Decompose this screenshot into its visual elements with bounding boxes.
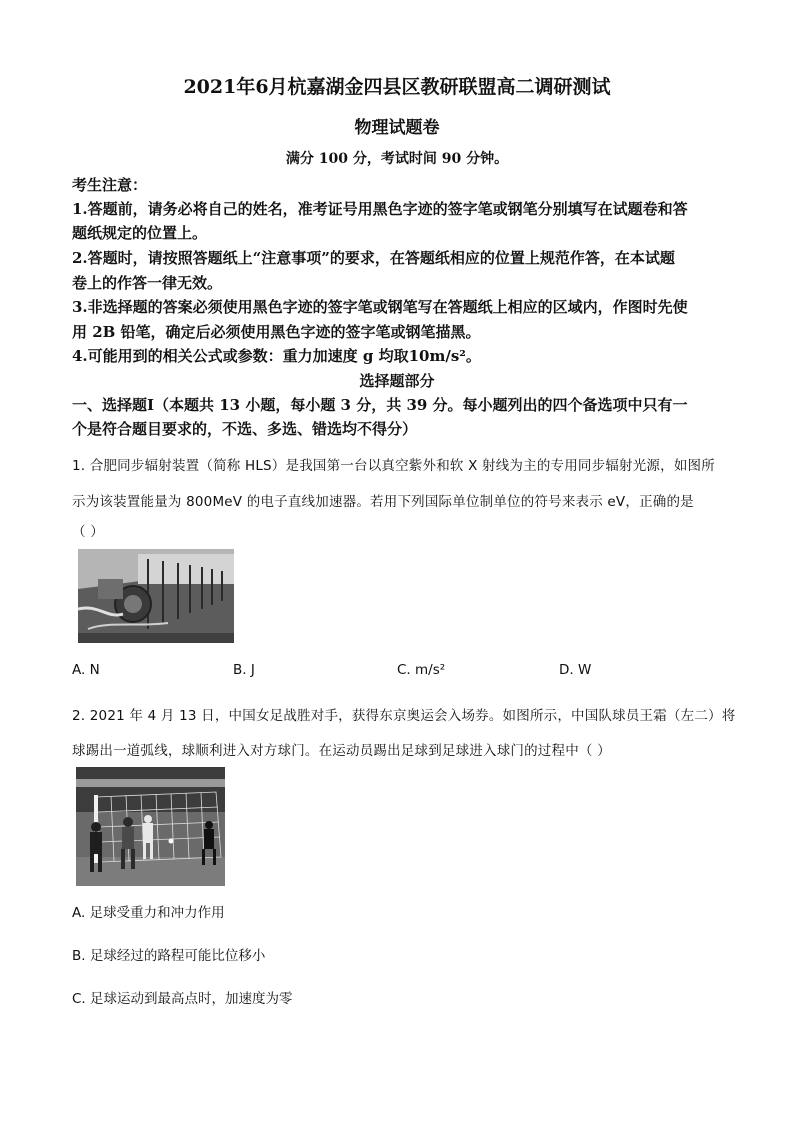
notice-line: 题纸规定的位置上。	[72, 224, 208, 242]
q1-stem-line: （ ）	[72, 524, 104, 540]
q2-option-b: B. 足球经过的路程可能比位移小	[72, 948, 266, 964]
q1-stem-line: 示为该装置能量为 800MeV 的电子直线加速器。若用下列国际单位制单位的符号来表示 eV，正确的是	[72, 494, 694, 510]
notice-line: 2.答题时，请按照答题纸上“注意事项”的要求，在答题纸相应的位置上规范作答，在本试题	[72, 249, 675, 267]
exam-subtitle: 物理试题卷	[354, 118, 440, 138]
q1-option-d: D. W	[559, 662, 592, 678]
section-title: 选择题部分	[359, 372, 435, 390]
q2-option-a: A. 足球受重力和冲力作用	[72, 905, 225, 921]
q1-option-c: C. m/s²	[397, 662, 446, 678]
notice-line: 用 2B 铅笔，确定后必须使用黑色字迹的签字笔或钢笔描黑。	[72, 323, 481, 341]
accelerator-photo	[78, 549, 234, 643]
notice-line: 4.可能用到的相关公式或参数：重力加速度 g 均取10m/s²。	[72, 347, 481, 365]
q2-option-c: C. 足球运动到最高点时，加速度为零	[72, 991, 293, 1007]
notice-line: 3.非选择题的答案必须使用黑色字迹的签字笔或钢笔写在答题纸上相应的区域内，作图时先使	[72, 298, 688, 316]
notice-line: 1.答题前，请务必将自己的姓名，准考证号用黑色字迹的签字笔或钢笔分别填写在试题卷和答	[72, 200, 688, 218]
score-line: 满分 100 分，考试时间 90 分钟。	[285, 151, 509, 167]
part1-instructions: 个是符合题目要求的，不选、多选、错选均不得分）	[72, 420, 418, 438]
exam-title: 2021年6月杭嘉湖金四县区教研联盟高二调研测试	[183, 76, 611, 98]
football-photo	[76, 767, 225, 886]
q1-stem-line: 1. 合肥同步辐射装置（简称 HLS）是我国第一台以真空紫外和软 X 射线为主的专用同步辐射光源，如图所	[72, 458, 715, 474]
notice-heading: 考生注意：	[72, 176, 148, 194]
q2-stem-line: 球踢出一道弧线，球顺利进入对方球门。在运动员踢出足球到足球进入球门的过程中（ ）	[72, 743, 611, 759]
notice-line: 卷上的作答一律无效。	[72, 274, 223, 292]
part1-instructions: 一、选择题Ⅰ（本题共 13 小题，每小题 3 分，共 39 分。每小题列出的四个备选项中只有一	[72, 396, 688, 414]
q1-option-a: A. N	[72, 662, 100, 678]
q1-option-b: B. J	[233, 662, 255, 678]
q2-stem-line: 2. 2021 年 4 月 13 日，中国女足战胜对手，获得东京奥运会入场券。如图所示，中国队球员王霜（左二）将	[72, 708, 736, 724]
